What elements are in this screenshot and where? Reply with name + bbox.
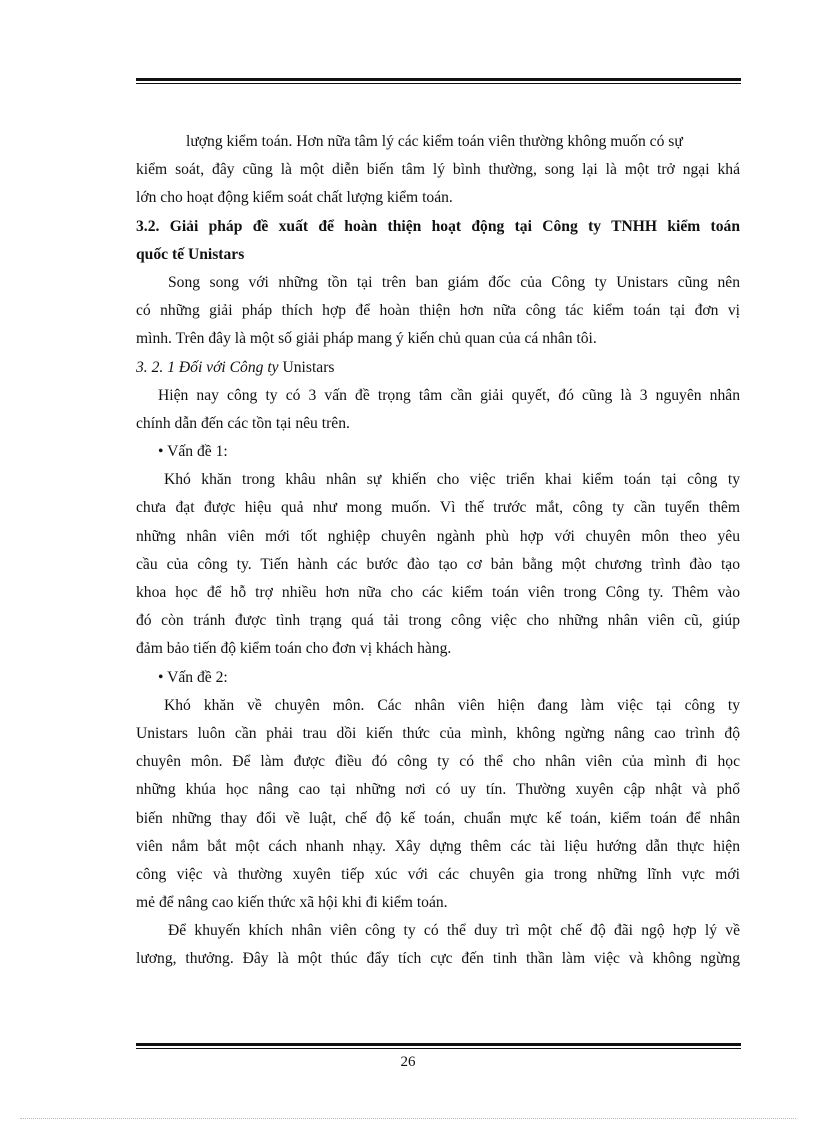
text-line: Khó khăn về chuyên môn. Các nhân viên hiện đang làm việc tại công ty: [164, 696, 740, 714]
subsection-company: Unistars: [282, 358, 335, 376]
text-line: lương, thưởng. Đây là một thúc đẩy tích cực đến tinh thần làm việc và không ngừng: [136, 950, 740, 968]
section-heading-cont: quốc tế Unistars: [136, 245, 245, 263]
text-line: Để khuyến khích nhân viên công ty có thể duy trì một chế độ đãi ngộ hợp lý về: [168, 922, 740, 940]
text-line: những khúa học nâng cao tại những nơi có uy tín. Thường xuyên cập nhật và phổ: [136, 781, 740, 799]
bullet-item: • Vấn đề 1:: [158, 443, 228, 461]
text-line: Unistars luôn cần phải trau dồi kiến thức của mình, không ngừng nâng cao trình độ: [136, 724, 740, 742]
text-line: cầu của công ty. Tiến hành các bước đào tạo cơ bản bằng một chương trình đào tạo: [136, 555, 740, 573]
bullet-item: • Vấn đề 2:: [158, 668, 228, 686]
footer-rule: [136, 1043, 741, 1049]
text-line: kiểm soát, đây cũng là một diễn biến tâm lý bình thường, song lại là một trở ngại khá: [136, 161, 740, 179]
text-line: khoa học để hỗ trợ nhiều hơn nữa cho các kiểm toán viên trong Công ty. Thêm vào: [136, 584, 740, 601]
text-line: Khó khăn trong khâu nhân sự khiến cho việc triển khai kiểm toán tại công ty: [164, 471, 740, 489]
text-line: chuyên môn. Để làm được điều đó công ty có thể cho nhân viên của mình đi học: [136, 753, 740, 771]
text-line: viên nắm bắt một cách nhanh nhạy. Xây dựng thêm các tài liệu hướng dẫn thực hiện: [136, 837, 740, 855]
text-line: đó còn tránh được tình trạng quá tải trong công việc cho những nhân viên cũ, giúp: [136, 612, 740, 630]
page-number: 26: [400, 1054, 416, 1070]
text-line: lớn cho hoạt động kiểm soát chất lượng kiểm toán.: [136, 189, 453, 207]
text-line: công việc và thường xuyên tiếp xúc với các chuyên gia trong những lĩnh vực mới: [136, 865, 740, 883]
text-line: Song song với những tồn tại trên ban giám đốc của Công ty Unistars cũng nên: [168, 273, 740, 291]
text-line: mẻ để nâng cao kiến thức xã hội khi đi kiểm toán.: [136, 894, 448, 912]
footer-dotted-line: [20, 1118, 796, 1120]
subsection-heading: [136, 354, 740, 382]
text-line: đảm bảo tiến độ kiểm toán cho đơn vị khách hàng.: [136, 640, 452, 658]
text-line: biến những thay đổi về luật, chế độ kế toán, chuẩn mực kế toán, kiểm toán để nhân: [136, 809, 740, 827]
text-line: mình. Trên đây là một số giải pháp mang ý kiến chủ quan của cá nhân tôi.: [136, 330, 597, 348]
text-line: những nhân viên mới tốt nghiệp chuyên ngành phù hợp với chuyên môn theo yêu: [136, 527, 740, 545]
subsection-number: 3. 2. 1 Đối với Công ty: [136, 358, 279, 376]
text-line: có những giải pháp thích hợp để hoàn thiện hơn nữa công tác kiểm toán tại đơn vị: [136, 302, 740, 320]
text-line: chính dẫn đến các tồn tại nêu trên.: [136, 414, 350, 432]
text-line: Hiện nay công ty có 3 vấn đề trọng tâm cần giải quyết, đó cũng là 3 nguyên nhân: [158, 386, 740, 404]
text-line: chưa đạt được hiệu quả như mong muốn. Vì thế trước mắt, công ty cần tuyển thêm: [136, 499, 740, 517]
text-line: lượng kiểm toán. Hơn nữa tâm lý các kiểm toán viên thường không muốn có sự: [186, 133, 683, 150]
section-heading: 3.2. Giải pháp đề xuất để hoàn thiện hoạt động tại Công ty TNHH kiểm toán: [136, 217, 740, 235]
header-rule: [136, 78, 741, 84]
page-body: [136, 128, 740, 974]
